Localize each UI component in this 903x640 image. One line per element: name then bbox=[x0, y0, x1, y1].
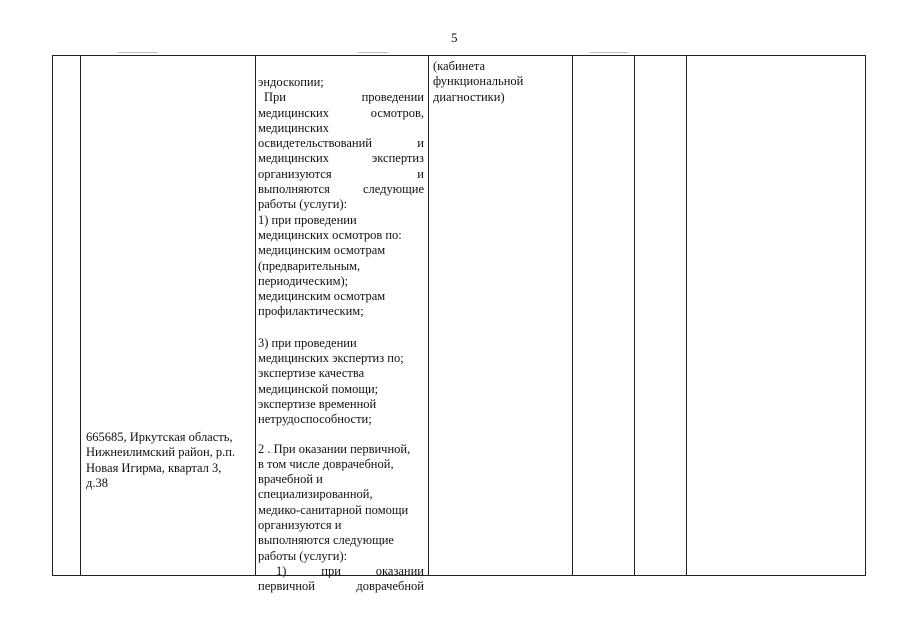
license-table bbox=[52, 55, 866, 576]
work-line: медико-санитарной помощи bbox=[258, 502, 409, 517]
cabinet-line: диагностики) bbox=[433, 89, 505, 104]
work-line: 2 . При оказании первичной, bbox=[258, 441, 411, 456]
address-line: Новая Игирма, квартал 3, bbox=[86, 460, 222, 475]
column-divider bbox=[572, 55, 573, 576]
address-line: д.38 bbox=[86, 475, 108, 490]
work-line: специализированной, bbox=[258, 487, 373, 502]
spacer bbox=[258, 428, 424, 442]
work-line: организуются и bbox=[258, 166, 424, 181]
work-line: освидетельствований и bbox=[258, 136, 424, 151]
cabinet-line: функциональной bbox=[433, 74, 524, 89]
column-divider bbox=[428, 55, 429, 576]
work-line: 3) при проведении bbox=[258, 335, 357, 350]
work-line: экспертизе качества bbox=[258, 366, 365, 381]
work-line: медицинских экспертиз bbox=[258, 151, 424, 166]
work-line: работы (услуги): bbox=[258, 548, 348, 563]
work-line: медицинским осмотрам bbox=[258, 243, 386, 258]
column-divider bbox=[255, 55, 256, 576]
work-line: организуются и bbox=[258, 518, 342, 533]
work-line: выполняются следующие bbox=[258, 182, 424, 197]
work-line: в том числе доврачебной, bbox=[258, 456, 394, 471]
scan-artifact bbox=[590, 52, 628, 53]
scan-artifact bbox=[358, 52, 388, 53]
work-line: 1) при проведении bbox=[258, 212, 357, 227]
work-line: экспертизе временной bbox=[258, 396, 377, 411]
work-line: периодическим); bbox=[258, 273, 349, 288]
work-line: нетрудоспособности; bbox=[258, 412, 372, 427]
work-line: медицинских осмотров по: bbox=[258, 227, 402, 242]
cabinet-line: (кабинета bbox=[433, 59, 486, 73]
work-line: (предварительным, bbox=[258, 258, 361, 273]
work-line: работы (услуги): bbox=[258, 197, 348, 212]
work-line: медицинской помощи; bbox=[258, 381, 379, 396]
address-line: 665685, Иркутская область, bbox=[86, 430, 233, 444]
page-number: 5 bbox=[451, 30, 458, 45]
column-divider bbox=[686, 55, 687, 576]
address-cell bbox=[86, 430, 256, 491]
work-line: врачебной и bbox=[258, 472, 323, 487]
work-line: профилактическим; bbox=[258, 304, 364, 319]
work-line: При проведении bbox=[264, 90, 424, 105]
work-line: медицинским осмотрам bbox=[258, 289, 386, 304]
work-line: медицинских экспертиз по; bbox=[258, 351, 404, 366]
works-cell bbox=[258, 75, 424, 595]
cabinet-cell bbox=[433, 59, 563, 105]
column-divider bbox=[634, 55, 635, 576]
address-line: Нижнеилимский район, р.п. bbox=[86, 445, 236, 460]
work-line: медицинских bbox=[258, 120, 329, 135]
work-line: первичной доврачебной bbox=[258, 579, 424, 594]
column-divider bbox=[80, 55, 81, 576]
work-line: медицинских осмотров, bbox=[258, 105, 424, 120]
spacer bbox=[258, 320, 424, 336]
work-line: выполняются следующие bbox=[258, 533, 394, 548]
work-line: 1) при оказании bbox=[276, 563, 424, 578]
work-line: эндоскопии; bbox=[258, 75, 324, 89]
scan-artifact bbox=[118, 52, 158, 53]
